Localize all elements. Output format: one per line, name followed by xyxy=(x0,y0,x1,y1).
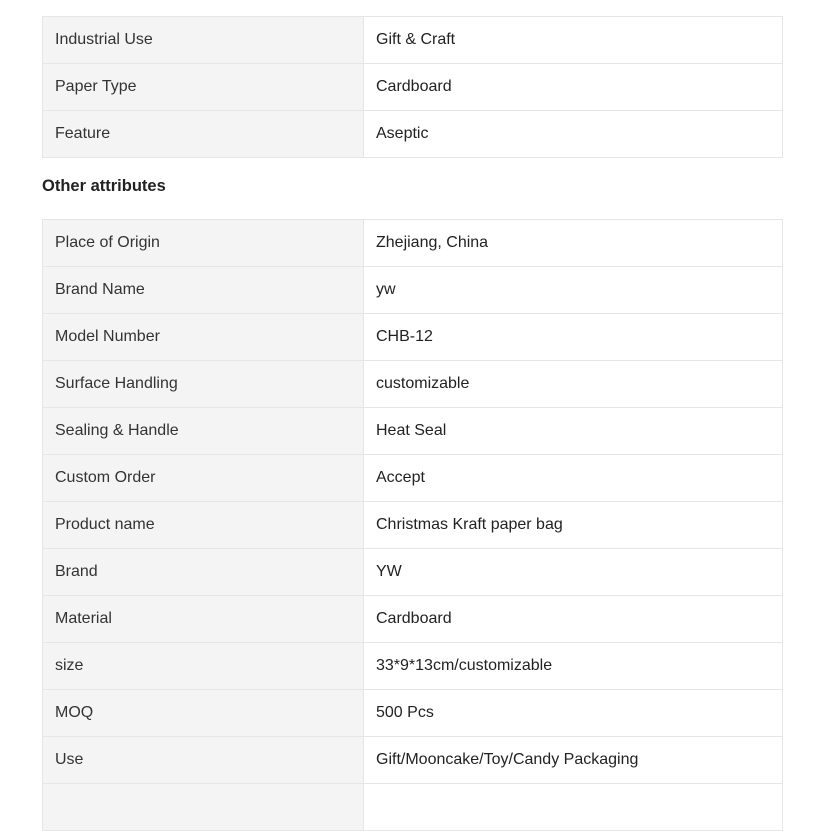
attribute-name: Surface Handling xyxy=(43,361,364,408)
attribute-value: CHB-12 xyxy=(364,314,783,361)
attribute-value: 33*9*13cm/customizable xyxy=(364,643,783,690)
table-row xyxy=(43,17,783,64)
table-row xyxy=(43,455,783,502)
attribute-value: Cardboard xyxy=(364,596,783,643)
attribute-name: Model Number xyxy=(43,314,364,361)
attribute-value: Gift/Mooncake/Toy/Candy Packaging xyxy=(364,737,783,784)
attribute-name: Industrial Use xyxy=(43,17,364,64)
table-row xyxy=(43,690,783,737)
attribute-value: Christmas Kraft paper bag xyxy=(364,502,783,549)
section-title-other-attributes: Other attributes xyxy=(42,177,166,195)
attribute-value: YW xyxy=(364,549,783,596)
attribute-name xyxy=(43,784,364,831)
table-row xyxy=(43,643,783,690)
attribute-name: Material xyxy=(43,596,364,643)
table-row xyxy=(43,111,783,158)
attribute-value: Heat Seal xyxy=(364,408,783,455)
attribute-value xyxy=(364,784,783,831)
table-row xyxy=(43,220,783,267)
attribute-name: Use xyxy=(43,737,364,784)
table-row xyxy=(43,502,783,549)
table-row xyxy=(43,784,783,831)
table-row xyxy=(43,64,783,111)
table-row xyxy=(43,408,783,455)
attribute-value: Gift & Craft xyxy=(364,17,783,64)
other-attributes-table xyxy=(42,219,783,831)
attribute-name: Feature xyxy=(43,111,364,158)
attribute-name: Brand Name xyxy=(43,267,364,314)
attribute-name: MOQ xyxy=(43,690,364,737)
table-row xyxy=(43,549,783,596)
attribute-value: Aseptic xyxy=(364,111,783,158)
attribute-value: Cardboard xyxy=(364,64,783,111)
attribute-value: 500 Pcs xyxy=(364,690,783,737)
table-row xyxy=(43,267,783,314)
attribute-name: Place of Origin xyxy=(43,220,364,267)
attribute-value: customizable xyxy=(364,361,783,408)
attribute-name: Brand xyxy=(43,549,364,596)
table-row xyxy=(43,737,783,784)
attribute-name: Paper Type xyxy=(43,64,364,111)
attribute-name: Sealing & Handle xyxy=(43,408,364,455)
table-row xyxy=(43,314,783,361)
table-row xyxy=(43,361,783,408)
key-attributes-table xyxy=(42,16,783,158)
attribute-name: Custom Order xyxy=(43,455,364,502)
attribute-value: yw xyxy=(364,267,783,314)
attribute-value: Zhejiang, China xyxy=(364,220,783,267)
table-row xyxy=(43,596,783,643)
attribute-value: Accept xyxy=(364,455,783,502)
attribute-name: size xyxy=(43,643,364,690)
attribute-name: Product name xyxy=(43,502,364,549)
